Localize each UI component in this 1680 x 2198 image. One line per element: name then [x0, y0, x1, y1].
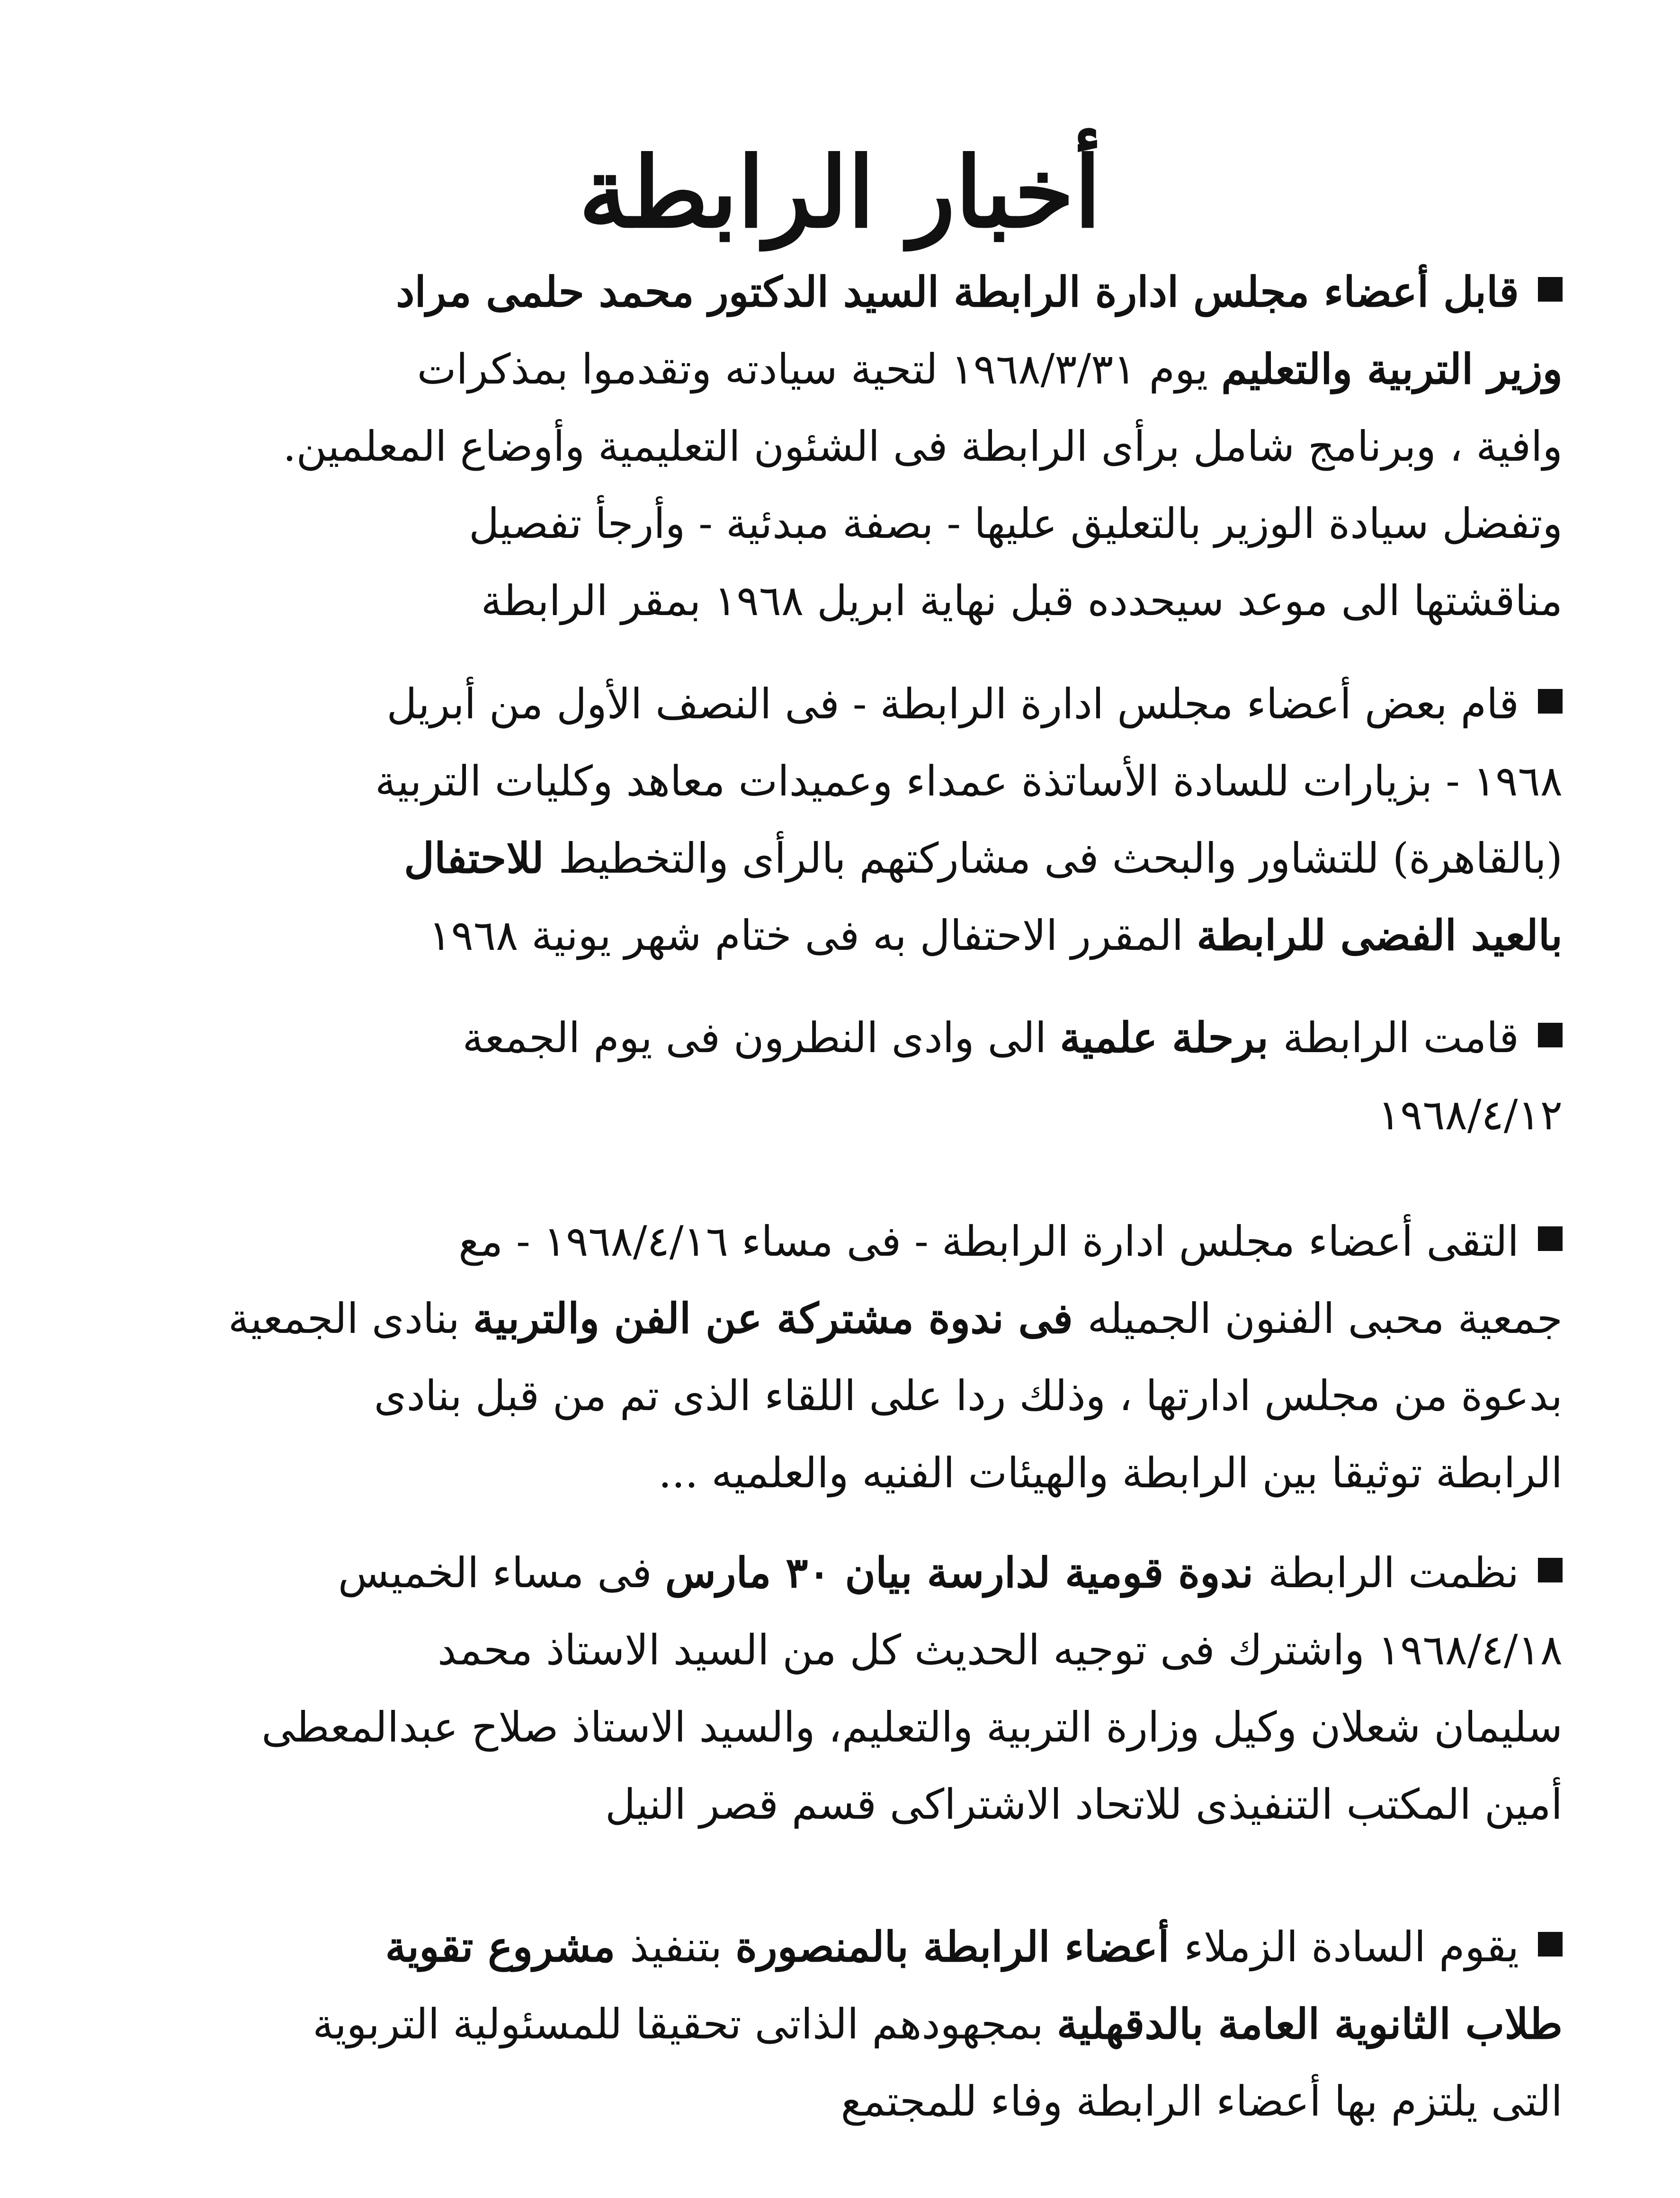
square-bullet-icon: [1538, 1226, 1563, 1251]
news-date: ١٩٦٨/٤/١٢: [1377, 1090, 1563, 1139]
news-text: الى وادى النطرون فى يوم الجمعة: [462, 1013, 1060, 1062]
news-text: (بالقاهرة) للتشاور والبحث فى مشاركتهم بالرأى والتخطيط: [558, 834, 1563, 883]
news-text: بدعوة من مجلس ادارتها ، وذلك ردا على اللقاء الذى تم من قبل بنادى: [374, 1371, 1563, 1420]
square-bullet-icon: [1538, 1558, 1563, 1582]
news-text: التى يلتزم بها أعضاء الرابطة وفاء للمجتمع: [840, 2077, 1563, 2126]
news-text: التقى أعضاء مجلس ادارة الرابطة - فى مساء ١٩٦٨/٤/١٦ - مع: [458, 1217, 1519, 1266]
news-text: سليمان شعلان وكيل وزارة التربية والتعليم، والسيد الاستاذ صلاح عبدالمعطى: [261, 1703, 1563, 1751]
news-text: يوم ١٩٦٨/٣/٣١ لتحية سيادته وتقدموا بمذكرات: [417, 345, 1222, 393]
news-text: جمعية محبى الفنون الجميله: [1087, 1294, 1563, 1343]
news-text: بمجهودهم الذاتى تحقيقا للمسئولية التربوية: [313, 2000, 1057, 2048]
news-text: وتفضل سيادة الوزير بالتعليق عليها - بصفة مبدئية - وأرجأ تفصيل: [469, 499, 1563, 548]
news-text: ١٩٦٨ - بزيارات للسادة الأساتذة عمداء وعميدات معاهد وكليات التربية: [375, 757, 1563, 805]
news-item: [118, 1908, 1563, 2140]
news-text-bold: أعضاء الرابطة بالمنصورة: [735, 1922, 1184, 1971]
news-text: المقرر الاحتفال به فى ختام شهر يونية ١٩٦٨: [429, 911, 1197, 960]
news-item: [118, 1203, 1563, 1511]
news-item: [118, 665, 1563, 974]
news-text-bold: للاحتفال: [404, 833, 559, 883]
square-bullet-icon: [1538, 689, 1563, 714]
news-item: [118, 253, 1563, 639]
news-text: قامت الرابطة: [1283, 1013, 1519, 1062]
page-title: أخبار الرابطة: [579, 136, 1101, 250]
square-bullet-icon: [1538, 277, 1563, 302]
news-text: بنادى الجمعية: [228, 1294, 473, 1343]
news-text: مناقشتها الى موعد سيحدده قبل نهاية ابريل ١٩٦٨ بمقر الرابطة: [481, 576, 1563, 625]
news-text: نظمت الرابطة: [1268, 1548, 1519, 1597]
news-text: وافية ، وبرنامج شامل برأى الرابطة فى الشئون التعليمية وأوضاع المعلمين.: [283, 422, 1563, 471]
news-text-bold: قابل أعضاء مجلس ادارة الرابطة السيد الدكتور محمد حلمى مراد: [396, 267, 1519, 316]
news-text-bold: برحلة علمية: [1060, 1013, 1283, 1062]
news-text-bold: ندوة قومية لدارسة بيان ٣٠ مارس: [665, 1548, 1268, 1597]
news-text: أمين المكتب التنفيذى للاتحاد الاشتراكى قسم قصر النيل: [605, 1780, 1563, 1829]
news-text: الرابطة توثيقا بين الرابطة والهيئات الفنيه والعلميه ...: [658, 1448, 1563, 1497]
news-text-bold: مشروع تقوية: [385, 1922, 630, 1971]
news-text-bold: طلاب الثانوية العامة بالدقهلية: [1056, 1999, 1563, 2048]
news-text: ١٩٦٨/٤/١٨ واشترك فى توجيه الحديث كل من السيد الاستاذ محمد: [438, 1626, 1563, 1674]
news-item: [118, 1534, 1563, 1843]
news-text-bold: بالعيد الفضى للرابطة: [1197, 911, 1563, 960]
news-text-bold: وزير التربية والتعليم: [1221, 344, 1563, 393]
news-text-bold: فى ندوة مشتركة عن الفن والتربية: [473, 1294, 1088, 1343]
news-text: قام بعض أعضاء مجلس ادارة الرابطة - فى النصف الأول من أبريل: [386, 679, 1519, 728]
square-bullet-icon: [1538, 1023, 1563, 1047]
news-text: يقوم السادة الزملاء: [1184, 1922, 1519, 1971]
news-text: فى مساء الخميس: [338, 1548, 665, 1597]
news-item: [118, 999, 1563, 1153]
square-bullet-icon: [1538, 1932, 1563, 1957]
news-text: بتنفيذ: [630, 1922, 735, 1971]
